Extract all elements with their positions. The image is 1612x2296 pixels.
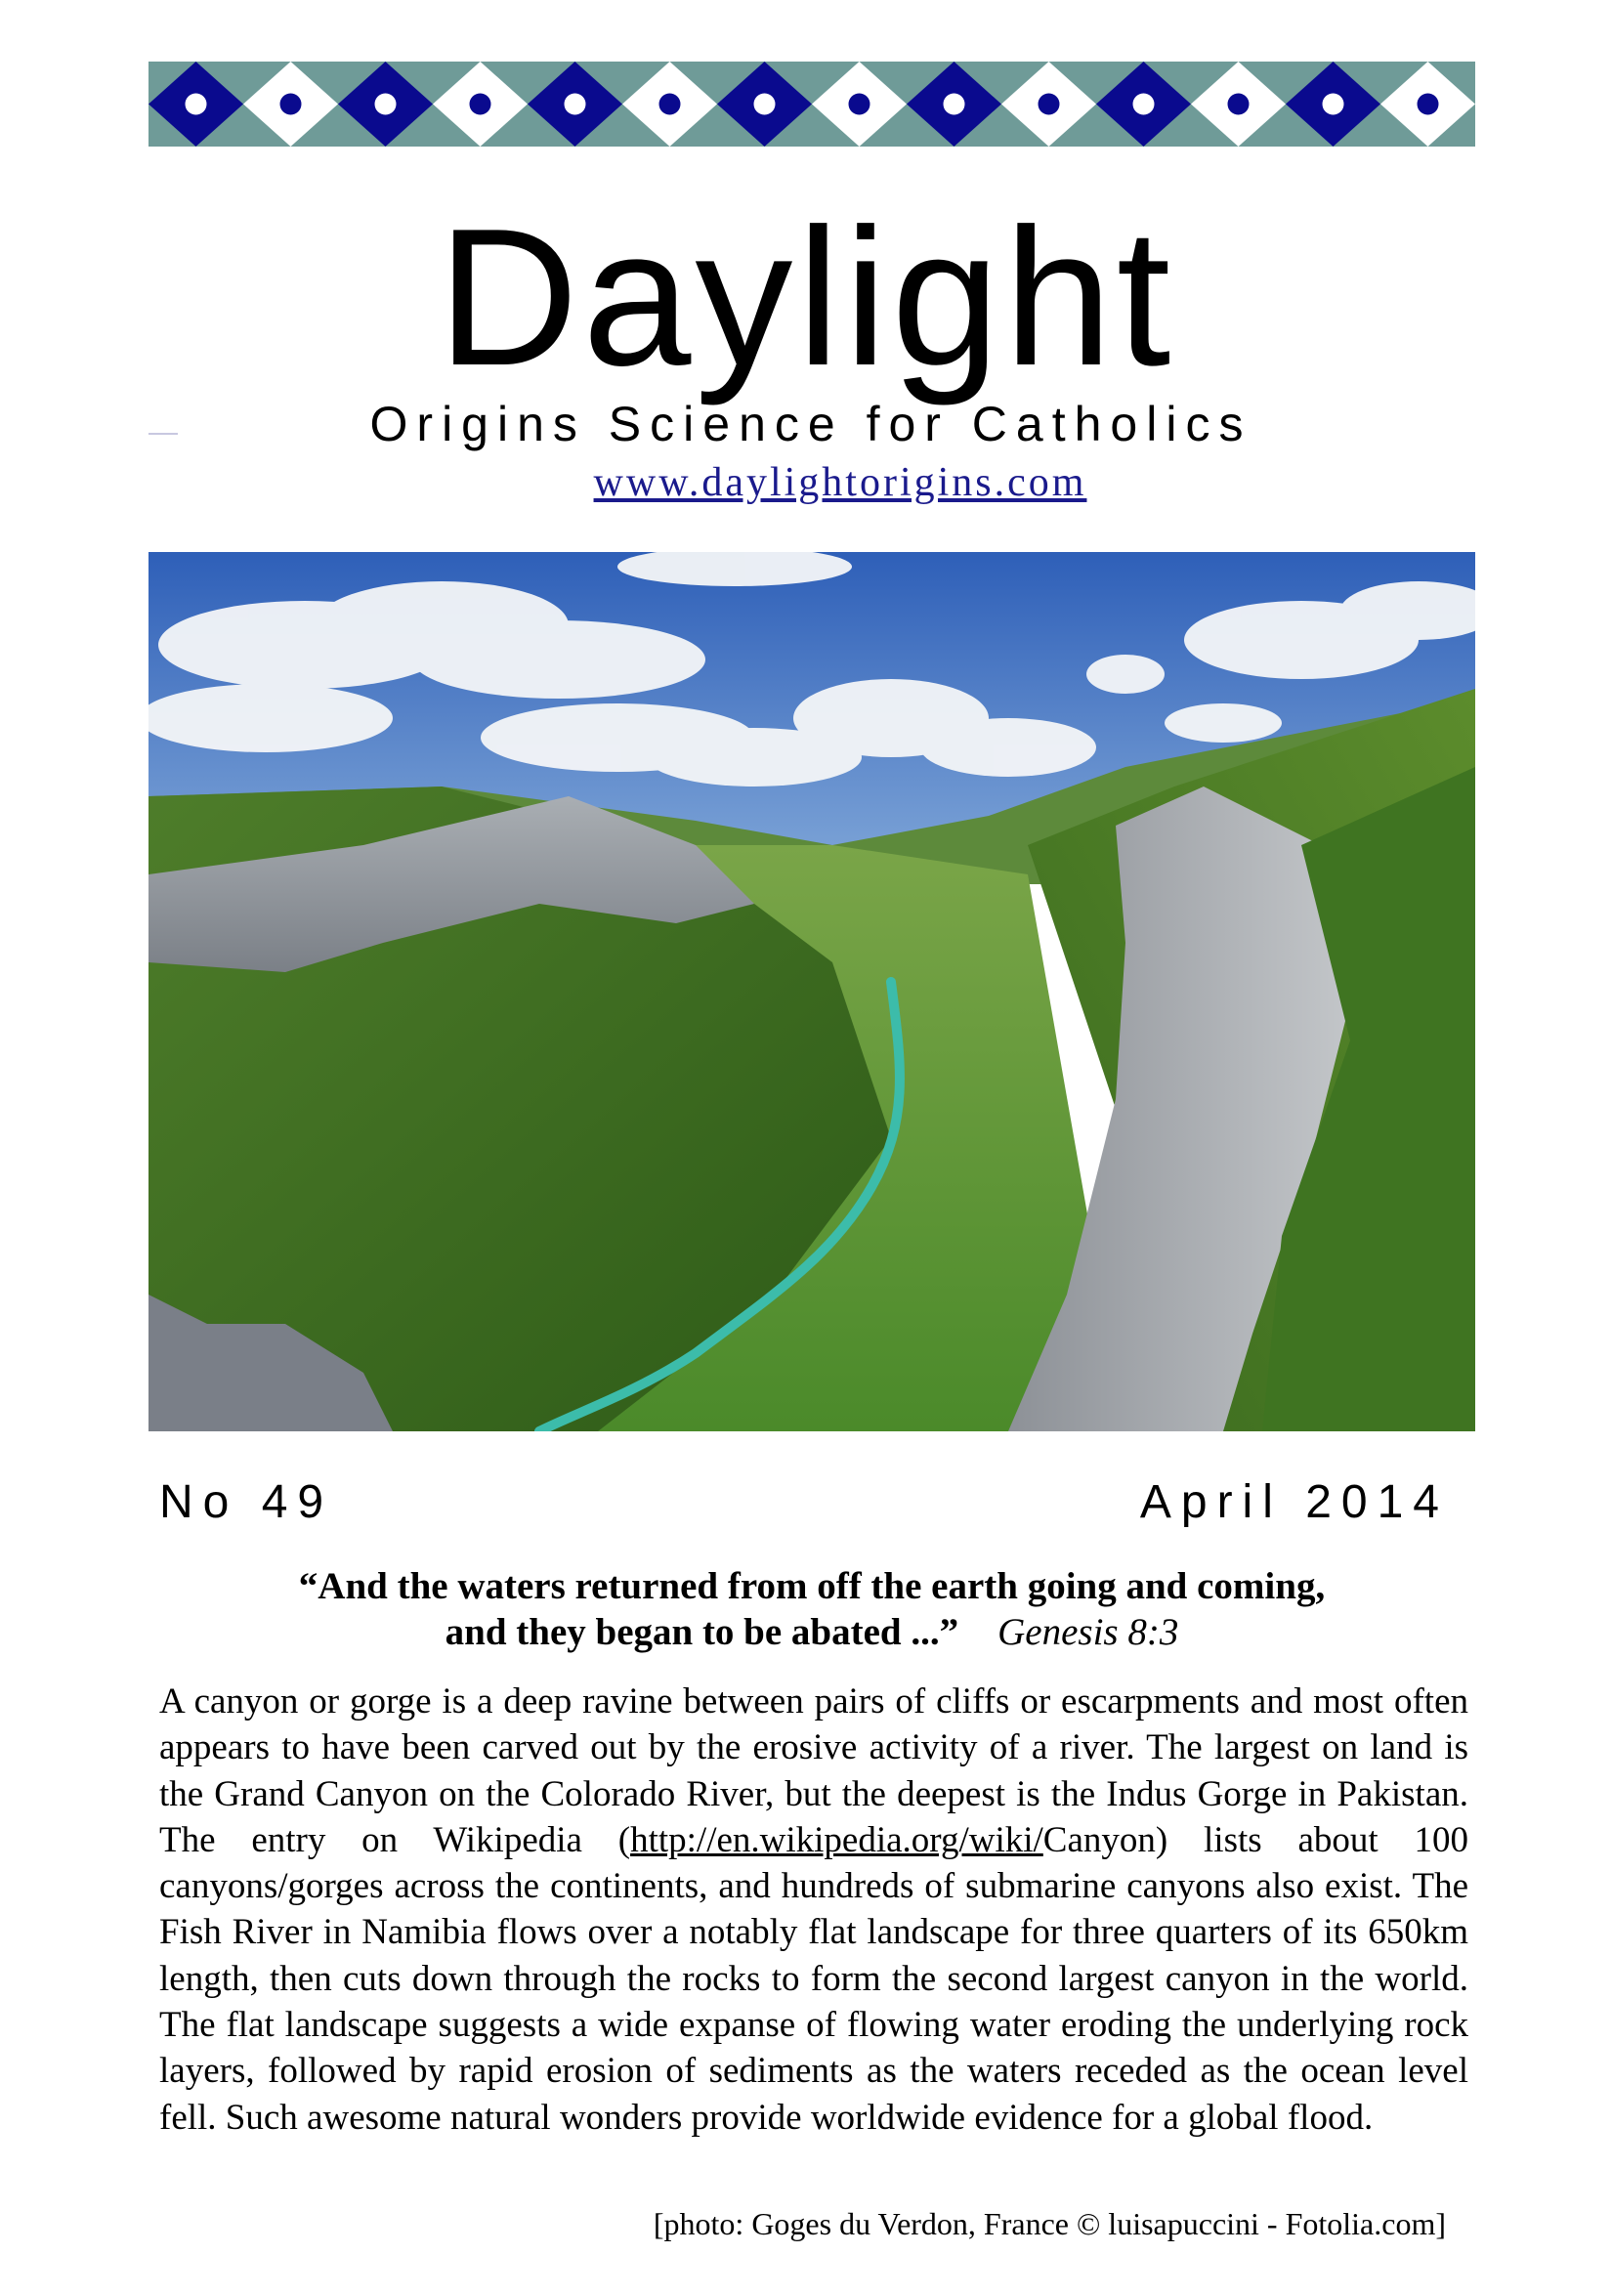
article-text-part-1: A canyon or gorge is a deep ravine between pairs of cliffs or escarpments and most often appears to have been carved out by the erosive activity of a river. The largest on land is the Grand Canyon on the Colorado River, but the deepest is the Indus Gorge in Pakistan. The entry on Wikipedia ( <box>159 1681 1468 1860</box>
quote-line-2-wrap <box>148 1609 1475 1655</box>
masthead-subtitle: Origins Science for Catholics <box>369 397 1252 451</box>
wikipedia-link[interactable]: http://en.wikipedia.org/wiki/ <box>630 1819 1043 1860</box>
band-dot <box>944 94 965 115</box>
band-dot <box>470 94 491 115</box>
masthead-title: Daylight <box>437 189 1175 406</box>
band-dot <box>1323 94 1344 115</box>
photo-credit: [photo: Goges du Verdon, France © luisapuccini - Fotolia.com] <box>653 2206 1446 2241</box>
band-dot <box>1418 94 1439 115</box>
decorative-mark <box>148 433 178 435</box>
scripture-quote <box>148 1563 1475 1655</box>
issue-line <box>159 1475 1449 1544</box>
cover-photo-gorge <box>148 552 1475 1431</box>
issue-date: April 2014 <box>1139 1476 1449 1528</box>
band-dot <box>1228 94 1250 115</box>
band-dot <box>1133 94 1155 115</box>
band-dot <box>1039 94 1060 115</box>
quote-reference: Genesis 8:3 <box>997 1611 1179 1653</box>
quote-line-2: and they began to be abated ...” <box>445 1611 959 1653</box>
quote-line-1: “And the waters returned from off the earth going and coming, <box>298 1565 1326 1607</box>
website-link[interactable]: www.daylightorigins.com <box>593 460 1087 505</box>
decorative-diamond-band <box>148 62 1475 147</box>
article-text-part-2: Canyon) lists about 100 canyons/gorges across the continents, and hundreds of submarine canyons also exist. The Fish River in Namibia flows over a notably flat landscape for three quarters of its 650km length, then cuts down through the rocks to form the second largest canyon in the world. The flat landscape suggests a wide expanse of flowing water eroding the underlying rock layers, followed by rapid erosion of sediments as the waters receded as the ocean level fell. Such awesome natural wonders provide worldwide evidence for a global flood. <box>159 1819 1468 2138</box>
issue-number: No 49 <box>159 1476 334 1528</box>
band-dot <box>375 94 397 115</box>
band-dot <box>280 94 302 115</box>
band-dot <box>659 94 681 115</box>
article-body <box>159 1679 1468 2141</box>
band-dot <box>186 94 207 115</box>
band-dot <box>565 94 586 115</box>
band-dot <box>754 94 776 115</box>
band-dot <box>849 94 870 115</box>
